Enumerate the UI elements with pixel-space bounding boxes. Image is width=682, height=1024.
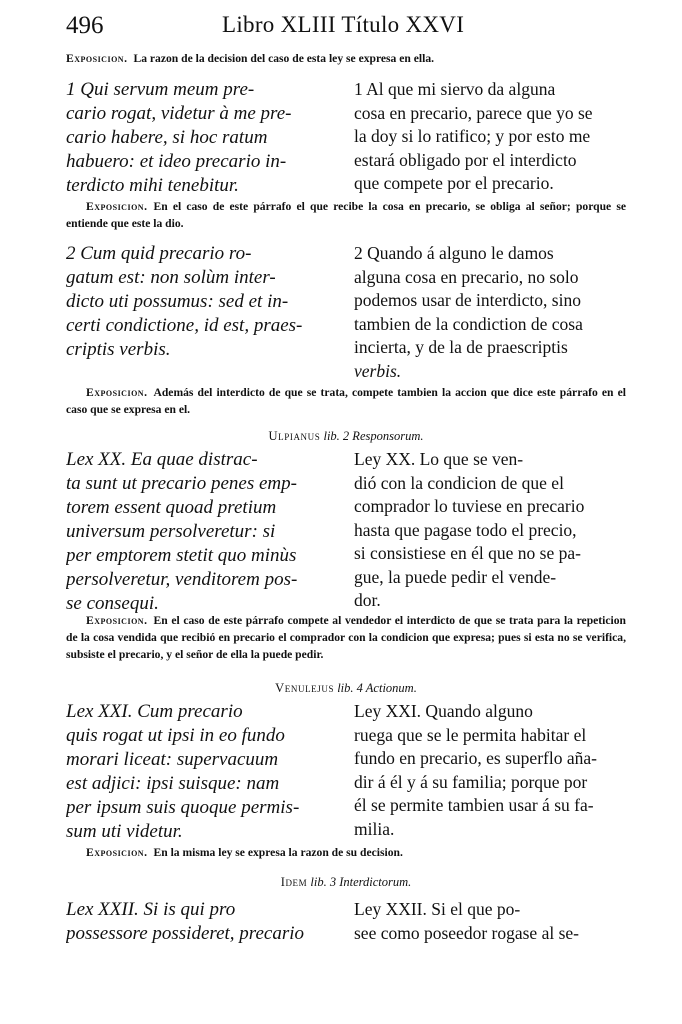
latin-line: cario rogat, videtur à me pre- bbox=[66, 103, 292, 124]
latin-line: dicto uti possumus: sed et in- bbox=[66, 291, 289, 312]
attribution-author: Venulejus bbox=[275, 681, 335, 695]
latin-line: est adjici: ipsi suisque: nam bbox=[66, 773, 280, 794]
spanish-line: fundo en precario, es superflo aña- bbox=[354, 748, 597, 768]
latin-line: certi condictione, id est, praes- bbox=[66, 315, 303, 336]
exposicion-1 bbox=[66, 50, 626, 67]
spanish-line: 1 Al que mi siervo da alguna bbox=[354, 79, 556, 99]
latin-line: quis rogat ut ipsi in eo fundo bbox=[66, 725, 285, 746]
attribution-author: Ulpianus bbox=[268, 429, 321, 443]
latin-column bbox=[66, 78, 334, 198]
exposicion-text: En la misma ley se expresa la razon de su decision. bbox=[153, 846, 403, 859]
latin-line: per ipsum suis quoque permis- bbox=[66, 797, 300, 818]
latin-line: Lex XX. Ea quae distrac- bbox=[66, 449, 258, 470]
spanish-line: la doy si lo ratifico; y por esto me bbox=[354, 126, 591, 146]
latin-line: universum persolveretur: si bbox=[66, 521, 276, 542]
spanish-line: podemos usar de interdicto, sino bbox=[354, 290, 581, 310]
exposicion-label: Exposicion. bbox=[86, 386, 148, 399]
spanish-line: gue, la puede pedir el vende- bbox=[354, 566, 557, 587]
latin-column bbox=[66, 242, 334, 362]
latin-column bbox=[66, 898, 334, 946]
exposicion-label: Exposicion. bbox=[66, 52, 128, 65]
attribution-work: lib. 3 Interdictorum. bbox=[310, 875, 412, 889]
attribution-work: lib. 2 Responsorum. bbox=[323, 429, 424, 443]
exposicion-text: La razon de la decision del caso de esta ley se expresa en ella. bbox=[133, 52, 435, 65]
latin-line: Lex XXI. Cum precario bbox=[66, 701, 243, 722]
latin-line: 2 Cum quid precario ro- bbox=[66, 243, 252, 264]
latin-line: possessore possideret, precario bbox=[66, 923, 305, 944]
exposicion-3 bbox=[66, 384, 626, 418]
exposicion-4 bbox=[66, 612, 626, 663]
spanish-line: 2 Quando á alguno le damos bbox=[354, 243, 554, 263]
latin-line: criptis verbis. bbox=[66, 339, 171, 360]
spanish-line: comprador lo tuviese en precario bbox=[354, 496, 585, 516]
latin-line: gatum est: non solùm inter- bbox=[66, 267, 276, 288]
spanish-line: dió con la condicion de que el bbox=[354, 472, 564, 493]
exposicion-2 bbox=[66, 198, 626, 232]
spanish-line: cosa en precario, parece que yo se bbox=[354, 102, 593, 123]
spanish-line: estará obligado por el interdicto bbox=[354, 149, 577, 170]
spanish-line: él se permite tambien usar á su fa- bbox=[354, 795, 594, 815]
spanish-column bbox=[354, 700, 624, 841]
latin-line: sum uti videtur. bbox=[66, 821, 183, 842]
exposicion-text: Además del interdicto de que se trata, compete tambien la accion que dice este párrafo en el caso que se expresa en el. bbox=[66, 386, 626, 416]
spanish-line: Ley XXII. Si el que po- bbox=[354, 899, 521, 919]
exposicion-label: Exposicion. bbox=[86, 200, 148, 213]
latin-column bbox=[66, 700, 334, 844]
spanish-line: dir á él y á su familia; porque por bbox=[354, 771, 588, 792]
latin-line: Lex XXII. Si is qui pro bbox=[66, 899, 236, 920]
exposicion-5 bbox=[66, 844, 626, 861]
latin-line: torem essent quoad pretium bbox=[66, 497, 277, 518]
latin-line: morari liceat: supervacuum bbox=[66, 749, 279, 770]
latin-line: ta sunt ut precario penes emp- bbox=[66, 473, 297, 494]
spanish-line: tambien de la condiction de cosa bbox=[354, 313, 583, 334]
attribution-venulejus bbox=[66, 680, 626, 696]
latin-line: terdicto mihi tenebitur. bbox=[66, 175, 239, 196]
spanish-line: dor. bbox=[354, 590, 381, 610]
latin-line: se consequi. bbox=[66, 593, 159, 614]
exposicion-label: Exposicion. bbox=[86, 846, 148, 859]
spanish-line: que compete por el precario. bbox=[354, 173, 554, 193]
spanish-line: verbis. bbox=[354, 360, 402, 381]
page-number: 496 bbox=[66, 12, 104, 39]
latin-line: persolveretur, venditorem pos- bbox=[66, 569, 298, 590]
spanish-column bbox=[354, 78, 624, 196]
latin-line: cario habere, si hoc ratum bbox=[66, 127, 268, 148]
spanish-line: ruega que se le permita habitar el bbox=[354, 724, 587, 745]
spanish-line: si consistiese en él que no se pa- bbox=[354, 543, 581, 563]
spanish-line: milia. bbox=[354, 818, 395, 839]
running-title: Libro XLIII Título XXVI bbox=[222, 12, 465, 37]
latin-line: habuero: et ideo precario in- bbox=[66, 151, 287, 172]
exposicion-text: En el caso de este párrafo compete al vendedor el interdicto de que se trata para la repeticion de la cosa vendida que recibió en precario el comprador con la condicion que expresa; pues si esta no se verifica, subsiste el precario, y el señor de ella la puede pedir. bbox=[66, 614, 626, 661]
spanish-column bbox=[354, 898, 624, 945]
attribution-author: Idem bbox=[280, 875, 308, 889]
latin-column bbox=[66, 448, 334, 616]
spanish-line: Ley XX. Lo que se ven- bbox=[354, 449, 524, 469]
spanish-column bbox=[354, 242, 624, 383]
exposicion-text: En el caso de este párrafo el que recibe la cosa en precario, se obliga al señor; porque se entiende que este la dio. bbox=[66, 200, 626, 230]
spanish-line: Ley XXI. Quando alguno bbox=[354, 701, 533, 721]
spanish-line: alguna cosa en precario, no solo bbox=[354, 266, 579, 287]
spanish-line: incierta, y de la de praescriptis bbox=[354, 337, 568, 357]
latin-line: per emptorem stetit quo minùs bbox=[66, 545, 297, 566]
page-header bbox=[66, 12, 642, 42]
exposicion-label: Exposicion. bbox=[86, 614, 148, 627]
latin-line: 1 Qui servum meum pre- bbox=[66, 79, 255, 100]
attribution-ulpianus bbox=[66, 428, 626, 444]
attribution-work: lib. 4 Actionum. bbox=[337, 681, 417, 695]
attribution-idem bbox=[66, 874, 626, 890]
spanish-line: hasta que pagase todo el precio, bbox=[354, 519, 577, 540]
spanish-column bbox=[354, 448, 624, 613]
spanish-line: see como poseedor rogase al se- bbox=[354, 922, 579, 943]
